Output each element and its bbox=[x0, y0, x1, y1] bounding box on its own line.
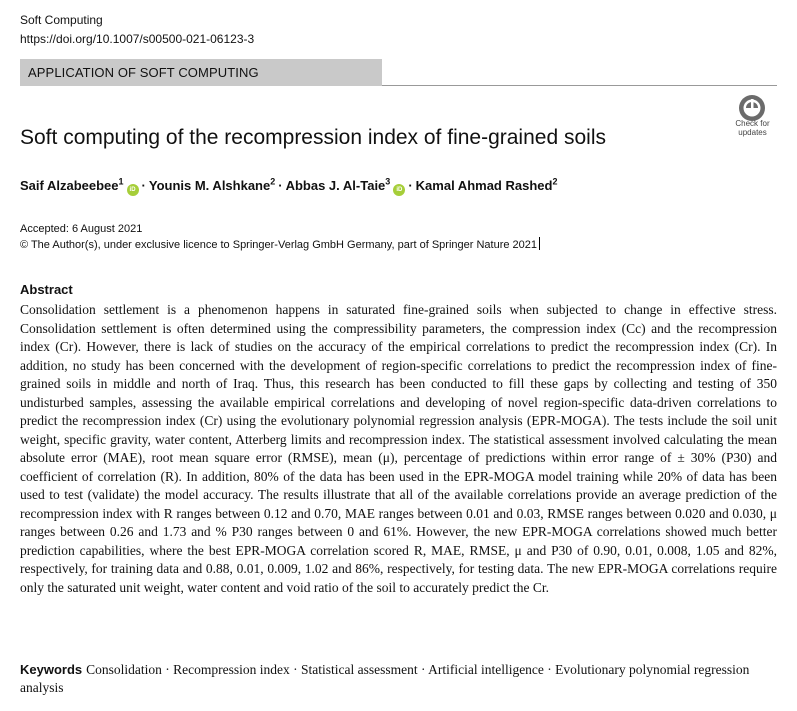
section-label: APPLICATION OF SOFT COMPUTING bbox=[28, 65, 259, 80]
author[interactable]: Kamal Ahmad Rashed$^2$ bbox=[415, 176, 558, 193]
orcid-icon[interactable]: iD bbox=[127, 184, 139, 196]
keywords bbox=[20, 661, 777, 697]
check-for-updates-icon bbox=[738, 94, 766, 122]
check-for-updates-badge[interactable] bbox=[728, 94, 777, 138]
abstract-text: Consolidation settlement is a phenomenon happens in saturated fine-grained soils when subjected to change in effective stress. Consolidation settlement is often determined using the compressibility parameters, the compression index (Cc) and the recompression index (Cr). However, there is lack of studies on the accuracy of the empirical correlations to predict the recompression index (Cr). In addition, no study has been concerned with the development of region-specific correlations to predict the recompression index of fine-grained soils in middle and north of Iraq. Thus, this research has been conducted to fill these gaps by collecting and testing of 350 undisturbed samples, assessing the available empirical correlations and developing of novel region-specific data-driven correlations to predict the recompression index (Cr) using the evolutionary polynomial regression analysis (EPR-MOGA). The tests include the soil unit weight, specific gravity, water content, Atterberg limits and recompression index. The statistical assessment involved calculating the mean absolute error (MAE), root mean square error (RMSE), mean (μ), percentage of predictions within error range of ± 30% (P30) and coefficient of correlation (R). In addition, 80% of the data has been used in the EPR-MOGA model training while 20% of data has been used to test (validate) the model accuracy. The results illustrate that all of the available correlations provide an average prediction of the recompression index with R ranges between 0.12 and 0.70, MAE ranges between 0.01 and 0.03, RMSE ranges between 0.020 and 0.030, μ ranges between 0.26 and 1.73 and % P30 ranges between 0 and 61%. However, the new EPR-MOGA correlations showed much better prediction capabilities, where the best EPR-MOGA correlation scored R, MAE, RMSE, μ and P30 of 0.90, 0.01, 0.008, 1.05 and 82%, respectively, for training data and 0.88, 0.01, 0.009, 1.02 and 86%, respectively, for testing data. The new EPR-MOGA correlations require only the saturated unit weight, water content and void ratio of the soil to accurately predict the Cr. bbox=[20, 302, 777, 595]
check-for-updates-text: Check for updates bbox=[735, 119, 770, 137]
author[interactable]: Younis M. Alshkane$^2$ bbox=[148, 176, 276, 193]
orcid-icon[interactable]: iD bbox=[393, 184, 405, 196]
paper-title: Soft computing of the recompression index of fine-grained soils bbox=[20, 126, 606, 149]
author[interactable]: Saif Alzabeebee$^1$iD bbox=[20, 178, 139, 193]
accepted-date: Accepted: 6 August 2021 bbox=[20, 223, 143, 235]
journal-name: Soft Computing bbox=[20, 13, 103, 27]
copyright-notice: © The Author(s), under exclusive licence to Springer-Verlag GmbH Germany, part of Springer Nature 2021 bbox=[20, 237, 540, 253]
header-rule bbox=[382, 85, 777, 86]
author[interactable]: Abbas J. Al-Taie$^3$iD bbox=[286, 178, 406, 193]
section-band bbox=[20, 59, 382, 86]
abstract-heading: Abstract bbox=[20, 282, 73, 297]
doi-link[interactable]: https://doi.org/10.1007/s00500-021-06123-3 bbox=[20, 32, 255, 46]
author-list: Saif Alzabeebee$^1$iD · Younis M. Alshkane$^2$ · Abbas J. Al-Taie$^3$iD · Kamal Ahmad Rashed$^2$ bbox=[20, 176, 557, 196]
keywords-label: Keywords bbox=[20, 662, 83, 677]
text-cursor bbox=[539, 237, 540, 250]
keywords-text: Consolidation · Recompression index · Statistical assessment · Artificial intelligence · Evolutionary polynomial regression analysis bbox=[20, 662, 750, 695]
